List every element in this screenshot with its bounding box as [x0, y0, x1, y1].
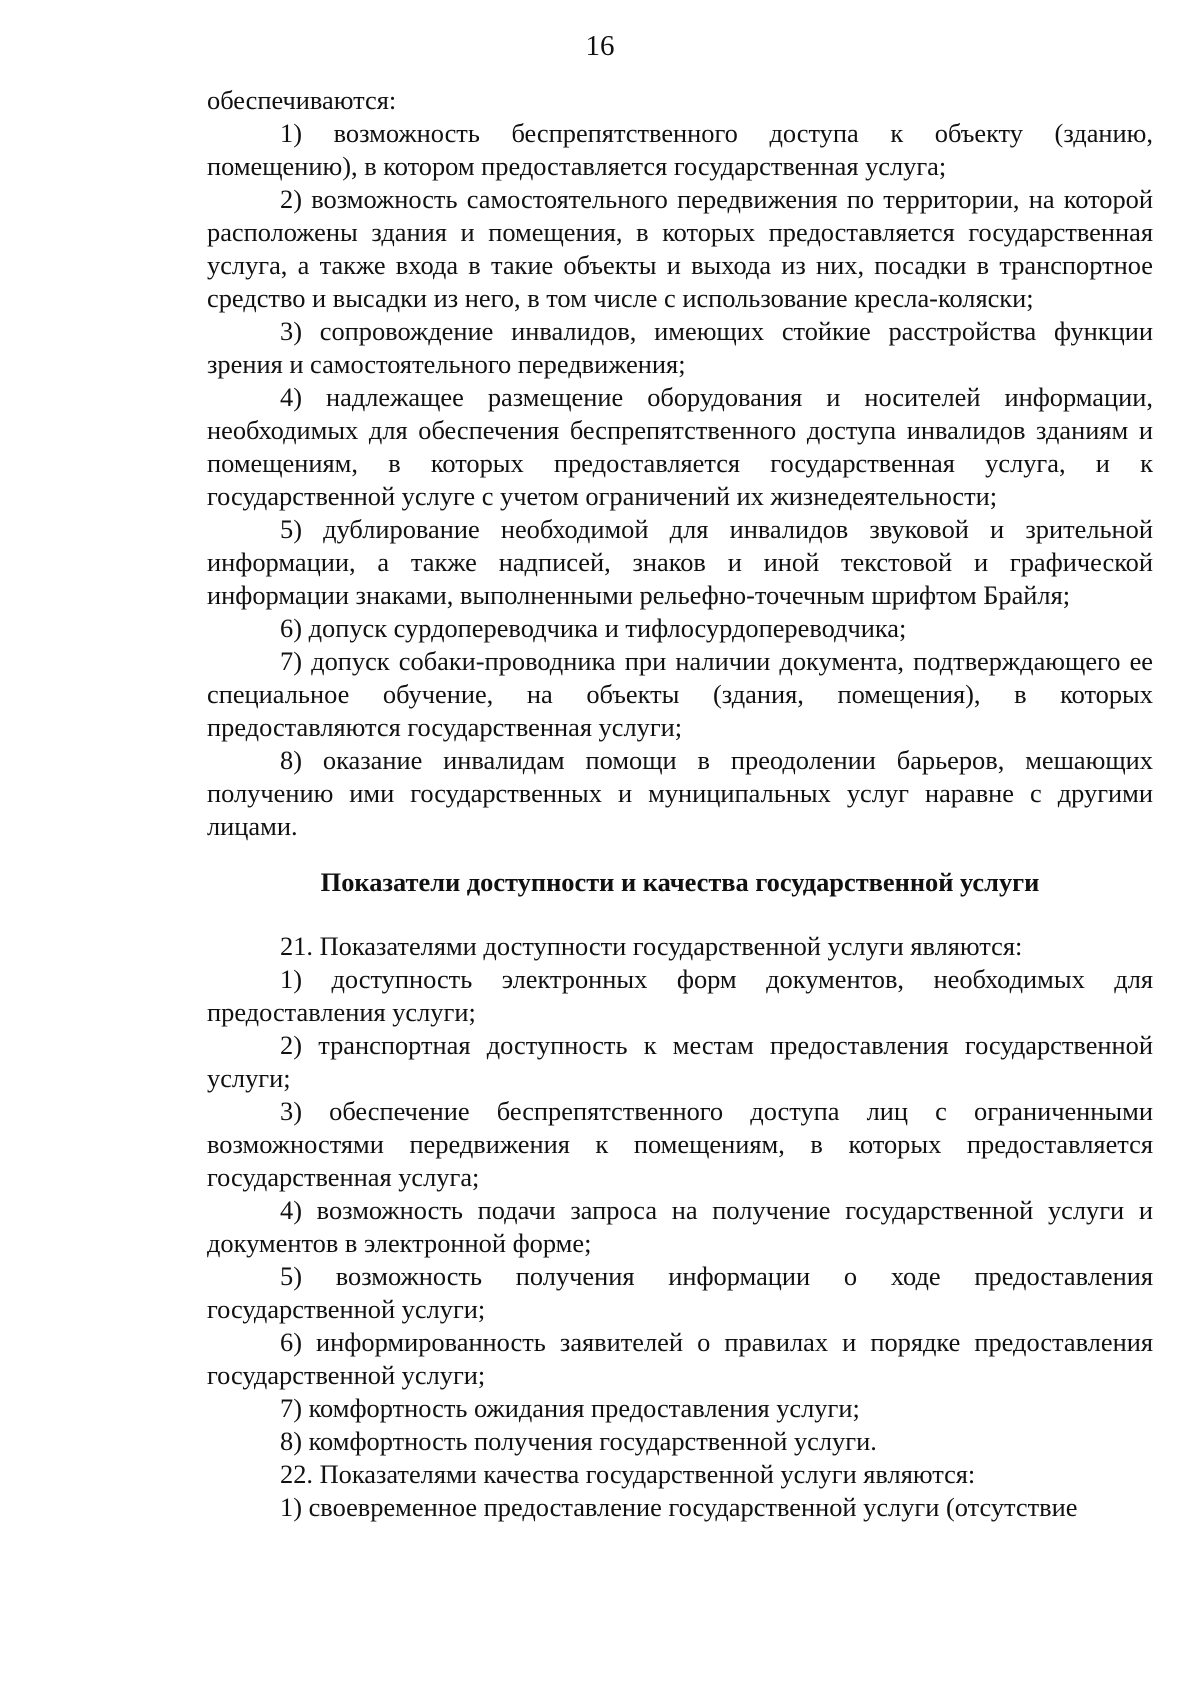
- list-item: 7) комфортность ожидания предоставления услуги;: [280, 1393, 860, 1423]
- section-clause: 21. Показателями доступности государственной услуги являются:: [280, 931, 1023, 961]
- paragraph-continuation: обеспечиваются:: [207, 85, 397, 115]
- list-item: 3) обеспечение беспрепятственного доступа лиц с ограниченными возможностями передвижения к помещениям, в которых предоставляется государственная услуга;: [207, 1096, 1153, 1192]
- list-item: 8) комфортность получения государственной услуги.: [280, 1426, 877, 1456]
- page-number: 16: [585, 30, 615, 62]
- list-item: 2) транспортная доступность к местам предоставления государственной услуги;: [207, 1030, 1153, 1093]
- list-item: 4) возможность подачи запроса на получение государственной услуги и документов в электронной форме;: [207, 1195, 1153, 1258]
- list-item: 2) возможность самостоятельного передвижения по территории, на которой расположены здания и помещения, в которых предоставляется государственная услуга, а также входа в такие объекты и выхода из них, посадки в транспортное средство и высадки из него, в том числе с использование кресла-коляски;: [207, 184, 1153, 313]
- list-item: 7) допуск собаки-проводника при наличии документа, подтверждающего ее специальное обучение, на объекты (здания, помещения), в которых предоставляются государственная услуги;: [207, 646, 1153, 742]
- list-item: 5) дублирование необходимой для инвалидов звуковой и зрительной информации, а также надписей, знаков и иной текстовой и графической информации знаками, выполненными рельефно-точечным шрифтом Брайля;: [207, 514, 1153, 610]
- list-item: 3) сопровождение инвалидов, имеющих стойкие расстройства функции зрения и самостоятельного передвижения;: [207, 316, 1153, 379]
- list-item: 8) оказание инвалидам помощи в преодолении барьеров, мешающих получению ими государственных и муниципальных услуг наравне с другими лицами.: [207, 745, 1153, 841]
- list-item: 6) допуск сурдопереводчика и тифлосурдопереводчика;: [280, 613, 907, 643]
- document-body: [207, 84, 1153, 1524]
- section-clause: 22. Показателями качества государственной услуги являются:: [280, 1459, 976, 1489]
- section-heading: Показатели доступности и качества государственной услуги: [320, 867, 1040, 897]
- list-item: 6) информированность заявителей о правилах и порядке предоставления государственной услуги;: [207, 1327, 1153, 1390]
- list-item: 1) своевременное предоставление государственной услуги (отсутствие: [280, 1492, 1078, 1522]
- list-item: 1) возможность беспрепятственного доступа к объекту (зданию, помещению), в котором предоставляется государственная услуга;: [207, 118, 1153, 181]
- list-item: 4) надлежащее размещение оборудования и носителей информации, необходимых для обеспечения беспрепятственного доступа инвалидов зданиям и помещениям, в которых предоставляется государственная услуга, и к государственной услуге с учетом ограничений их жизнедеятельности;: [207, 382, 1153, 511]
- list-item: 5) возможность получения информации о ходе предоставления государственной услуги;: [207, 1261, 1153, 1324]
- list-item: 1) доступность электронных форм документов, необходимых для предоставления услуги;: [207, 964, 1153, 1027]
